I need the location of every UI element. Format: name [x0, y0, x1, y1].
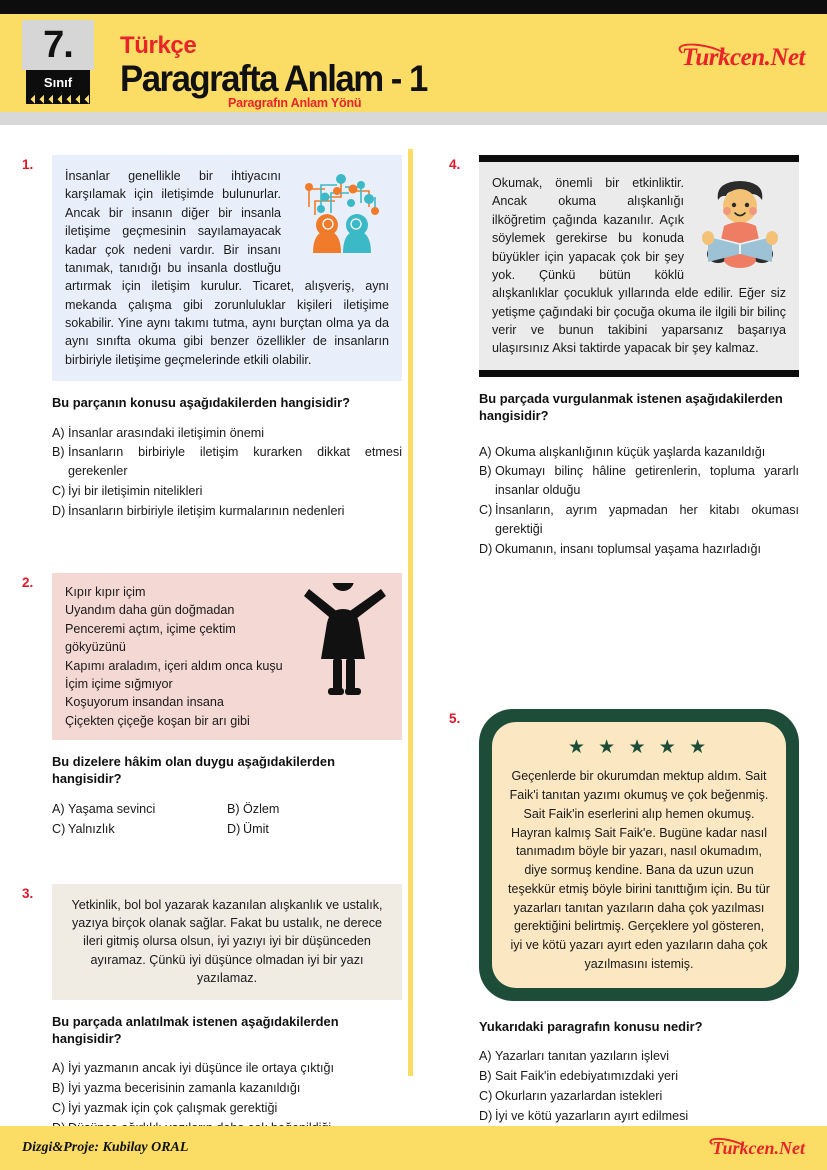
option-letter: B) — [227, 801, 240, 816]
passage-text: Okumak, önemli bir etkinliktir. Ancak okuma alışkanlığı ilköğretim çağında kazanılır. Açık söylemek gerekirse bu konuda büyükler için yapacak çok bir şey yok. Çünkü bütün köklü alışkanlıklar çocukluk yıllarında elde edilir. Eğer siz yetişme çağındaki bir çocuğa okuma ile ilgili bir bilinç verir ve bunun takibini yaparsanız başarıya ulaşırsınız Aksi taktirde yapacak bir şey kalmaz. — [492, 176, 786, 356]
option-b[interactable] — [227, 800, 402, 819]
question-stem: Bu parçada anlatılmak istenen aşağıdakilerden hangisidir? — [52, 1013, 339, 1046]
option-letter: C) — [52, 484, 66, 499]
question-stem: Bu parçanın konusu aşağıdakilerden hangisidir? — [52, 395, 350, 411]
poem-line-6: Koşuyorum insandan insana — [65, 695, 224, 710]
option-text: İnsanların, ayrım yapmadan her kitabı okuması gerektiği — [495, 503, 799, 537]
passage-box-5 — [479, 709, 799, 1001]
option-b[interactable] — [479, 1067, 799, 1086]
poem-line-1: Kıpır kıpır içim — [65, 585, 146, 599]
celebrating-girl-silhouette — [303, 583, 389, 700]
option-a[interactable] — [52, 1059, 402, 1078]
option-text: İyi ve kötü yazarların ayırt edilmesi — [495, 1108, 689, 1123]
option-letter: A) — [479, 444, 492, 459]
zigzag-edge-decoration — [26, 95, 90, 104]
grade-number: 7. — [22, 20, 94, 70]
passage-text: Yetkinlik, bol bol yazarak kazanılan alışkanlık ve ustalık, yazıya birçok olanak sağlar. Fakat bu ustalık, ne derece ileri gitmiş olursa olsun, iyi yazıyı iyi bir düşünceden ayıramaz. Çünkü iyi düşünce olmadan iyi bir yazı yazılamaz. — [71, 897, 383, 986]
option-text: Okuma alışkanlığının küçük yaşlarda kazanıldığı — [495, 444, 766, 459]
option-letter: C) — [479, 503, 493, 518]
option-letter: A) — [52, 425, 65, 440]
option-text: Sait Faik'in edebiyatımızdaki yeri — [495, 1069, 678, 1083]
option-c[interactable] — [479, 1087, 799, 1106]
question-number: 5. — [449, 710, 461, 726]
option-letter: C) — [52, 821, 66, 836]
option-letter: B) — [52, 445, 65, 460]
option-text: İnsanlar arasındaki iletişimin önemi — [68, 425, 264, 440]
subject-label: Türkçe — [120, 32, 197, 59]
page-footer — [0, 1126, 827, 1170]
options-list — [52, 800, 402, 840]
option-text: Özlem — [243, 801, 280, 816]
option-text: Okumanın, insanı toplumsal yaşama hazırladığı — [495, 542, 761, 557]
footer-credit: Dizgi&Proje: Kubilay ORAL — [22, 1140, 189, 1155]
grade-badge — [22, 20, 94, 104]
brand-name: urkcen. — [695, 44, 771, 71]
passage-box-3 — [52, 884, 402, 1000]
communication-network-illustration — [291, 167, 389, 258]
option-c[interactable] — [52, 1099, 402, 1118]
poem-line-3: Penceremi açtım, içime çektim gökyüzünü — [65, 621, 236, 655]
question-number: 1. — [22, 157, 34, 172]
star-rating-icon: ★ ★ ★ ★ ★ — [567, 736, 711, 758]
question-stem: Bu parçada vurgulanmak istenen aşağıdakilerden hangisidir? — [479, 390, 783, 424]
poem-line-2: Uyandım daha gün doğmadan — [65, 603, 235, 618]
option-b[interactable] — [52, 443, 402, 481]
header-gray-strip — [0, 112, 827, 125]
option-letter: B) — [52, 1081, 65, 1096]
right-column — [419, 155, 799, 1123]
passage-text: İnsanlar genellikle bir ihtiyacını karşılamak için iletişimde bulunurlar. Ancak bir insanın diğer bir insanla iletişime geçmesinin sayılamayacak kadar çok nedeni vardır. Bir insanı tanımak, tanıdığı bu insanla dostluğu artırmak için iletişim kurulur. Ticaret, alışveriş, aynı mekanda çalışma gibi zorunluluklar kişileri iletişime sokabilir. Yine aynı takımı tutma, aynı burçtan olma ya da aynı sınıfta okuma gibi benzer özellikler de insanların birbiriyle iletişime geçmelerinde etkili olabilir. — [65, 169, 389, 367]
poem-line-5: İçim içime sığmıyor — [65, 676, 173, 691]
option-text: Okumayı bilinç hâline getirenlerin, topluma yararlı insanlar olduğu — [495, 464, 799, 498]
footer-brand-logo[interactable] — [712, 1138, 805, 1159]
options-list — [479, 1047, 799, 1126]
option-text: Yaşama sevinci — [68, 801, 156, 816]
question-number: 4. — [449, 157, 461, 172]
option-text: Yalnızlık — [68, 821, 115, 836]
question-2 — [22, 573, 402, 840]
option-letter: D) — [479, 1108, 493, 1123]
option-d[interactable] — [227, 820, 402, 839]
option-text: Okurların yazarlardan istekleri — [495, 1088, 663, 1103]
page-subtitle: Paragrafın Anlam Yönü — [228, 95, 362, 110]
option-a[interactable] — [52, 424, 402, 443]
option-text: İyi yazmak için çok çalışmak gerektiği — [68, 1101, 278, 1116]
question-number: 2. — [22, 575, 34, 590]
page-title: Paragrafta Anlam - 1 — [120, 58, 427, 99]
question-number: 3. — [22, 885, 34, 901]
question-5 — [449, 709, 799, 1126]
option-letter: A) — [479, 1049, 492, 1064]
brand-name: urkcen. — [722, 1137, 779, 1158]
question-4 — [449, 155, 799, 559]
brand-logo[interactable] — [682, 44, 805, 72]
passage-text: Geçenlerde bir okurumdan mektup aldım. Sait Faik'i tanıtan yazımı okumuş ve çok beğenmiş. Sait Faik'in eserlerini alıp hemen okumuş. Hayran kalmış Sait Faik'e. Bugüne kadar nasıl tanımadım böyle bir yazarı, nasıl okumadım, diye sormuş kendine. Bana da uzun uzun teşekkür etmiş böyle birini tanıttığım için. Bu tür yazarları tanıtan yazıların daha çok yazılması gerektiğini belirtmiş. Gerçeklere yol gösteren, iyi ve kötü yazarı ayırt eden yazıların daha çok yazılmasını istemiş. — [508, 769, 770, 971]
brand-suffix: Net — [770, 44, 805, 71]
option-letter: D) — [52, 504, 66, 519]
passage-box-1 — [52, 155, 402, 381]
option-a[interactable] — [479, 1047, 799, 1066]
option-text: İyi yazma becerisinin zamanla kazanıldığı — [68, 1081, 301, 1096]
brand-initial: T — [681, 44, 696, 71]
option-b[interactable] — [479, 462, 799, 500]
boy-reading-book-illustration — [694, 174, 786, 275]
option-c[interactable] — [479, 501, 799, 539]
option-text: Yazarları tanıtan yazıların işlevi — [495, 1049, 670, 1064]
brand-suffix: Net — [779, 1137, 805, 1158]
option-letter: D) — [479, 542, 493, 557]
worksheet-body — [0, 125, 827, 1123]
page-header — [0, 14, 827, 112]
option-b[interactable] — [52, 1079, 402, 1098]
option-letter: D) — [227, 821, 241, 836]
option-text: İyi bir iletişimin nitelikleri — [68, 484, 203, 499]
passage-box-4 — [479, 155, 799, 377]
option-text: İnsanların birbiriyle iletişim kurarken dikkat etmesi gerekenler — [68, 445, 402, 479]
options-list — [479, 443, 799, 559]
option-text: Ümit — [243, 821, 269, 836]
option-a[interactable] — [52, 800, 227, 819]
option-letter: C) — [52, 1101, 66, 1116]
option-letter: B) — [479, 464, 492, 479]
top-black-bar — [0, 0, 827, 14]
poem-line-7: Çiçekten çiçeğe koşan bir arı gibi — [65, 713, 250, 728]
question-stem: Bu dizelere hâkim olan duygu aşağıdakilerden hangisidir? — [52, 754, 335, 787]
grade-label: Sınıf — [26, 70, 90, 95]
option-d[interactable] — [479, 540, 799, 559]
question-3 — [22, 884, 402, 1138]
option-text: İyi yazmanın ancak iyi düşünce ile ortaya çıktığı — [68, 1061, 334, 1076]
column-divider — [408, 149, 413, 1076]
left-column — [22, 155, 402, 1116]
options-list — [52, 424, 402, 521]
option-d[interactable] — [479, 1107, 799, 1126]
option-letter: B) — [479, 1069, 492, 1083]
question-stem: Yukarıdaki paragrafın konusu nedir? — [479, 1018, 703, 1034]
passage-box-2 — [52, 573, 402, 740]
option-letter: A) — [52, 1061, 65, 1076]
brand-initial: T — [712, 1137, 723, 1158]
question-1 — [22, 155, 402, 521]
option-letter: A) — [52, 801, 65, 816]
option-text: İnsanların birbiriyle iletişim kurmalarının nedenleri — [68, 504, 345, 519]
option-letter: C) — [479, 1088, 493, 1103]
option-a[interactable] — [479, 443, 799, 462]
option-c[interactable] — [52, 482, 402, 501]
poem-line-4: Kapımı araladım, içeri aldım onca kuşu — [65, 658, 283, 673]
title-block — [120, 34, 446, 110]
option-c[interactable] — [52, 820, 227, 839]
option-d[interactable] — [52, 502, 402, 521]
